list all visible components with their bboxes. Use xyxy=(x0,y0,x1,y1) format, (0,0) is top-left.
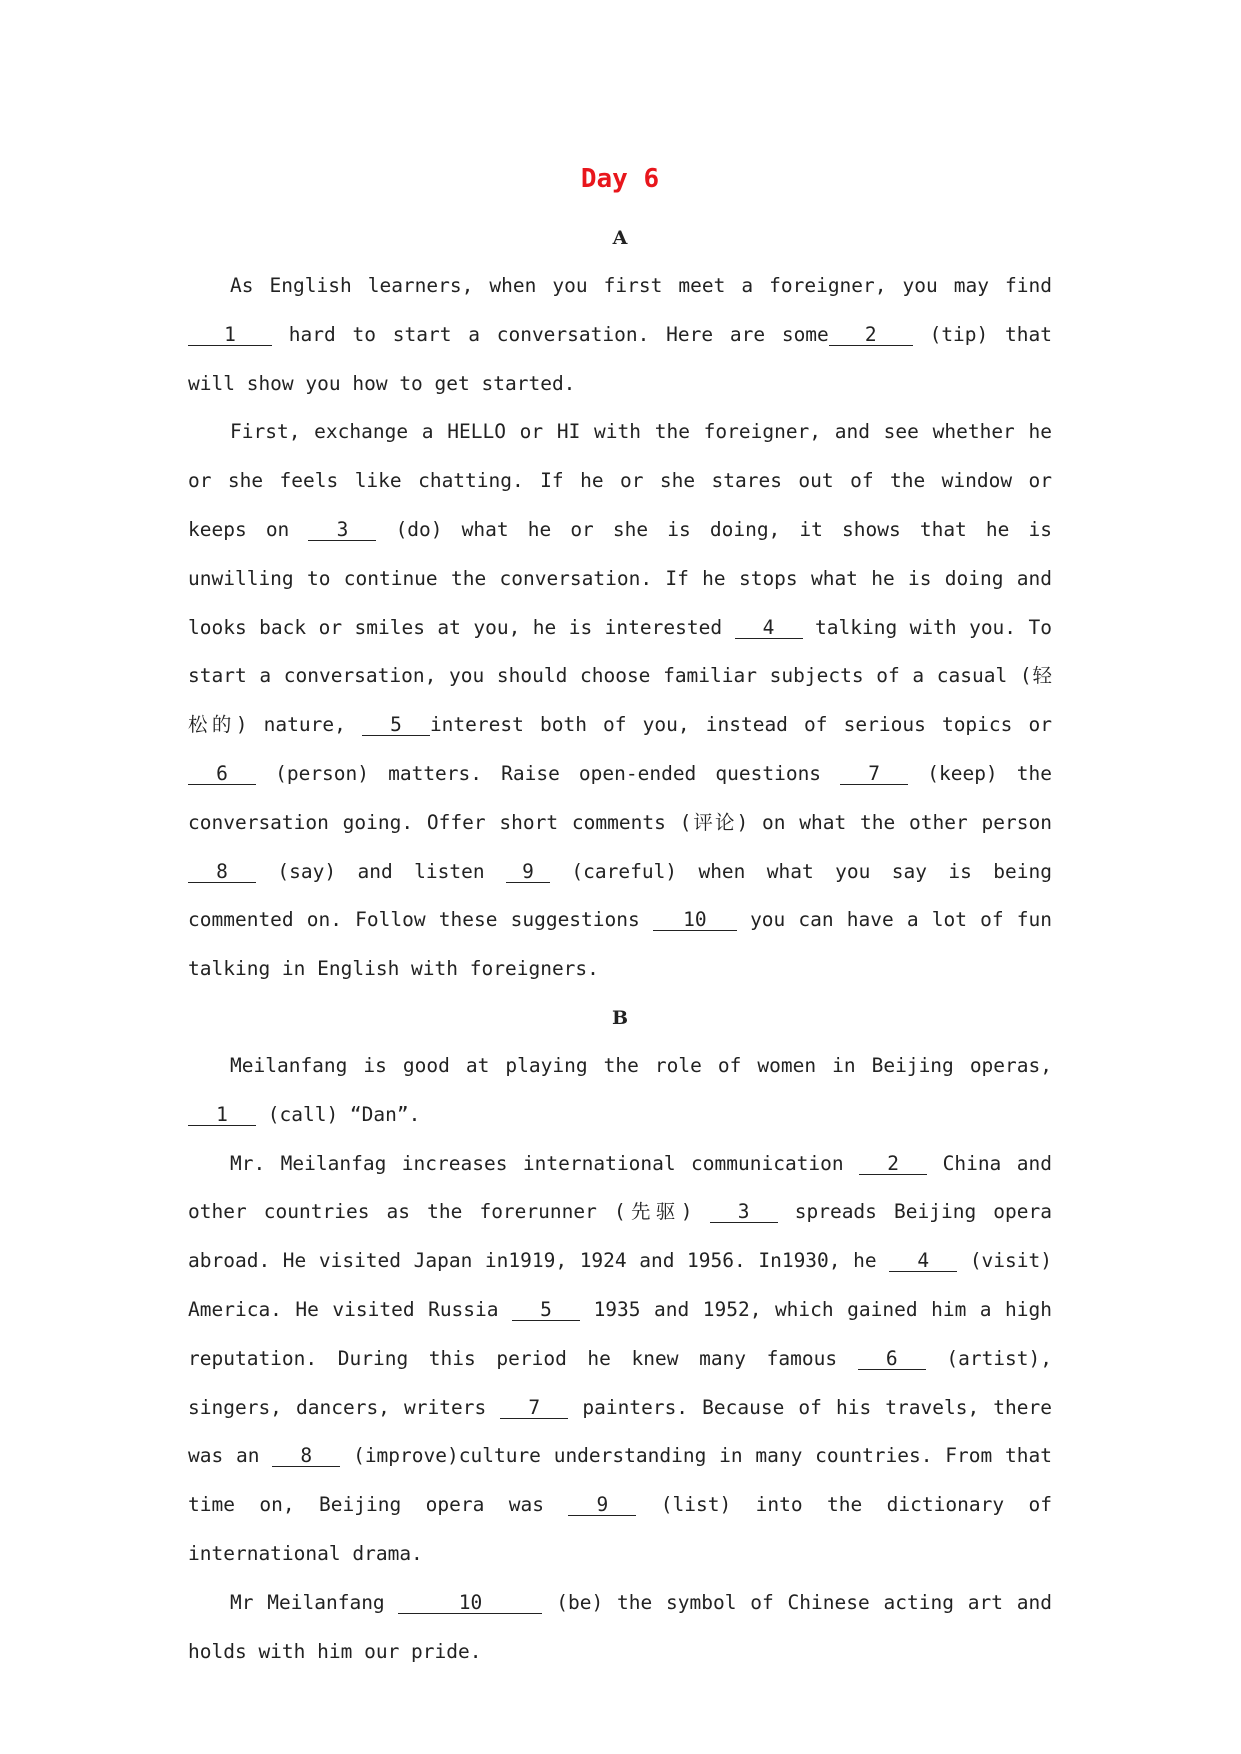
paragraph-b-3 xyxy=(188,1579,1052,1677)
paragraph-b-1 xyxy=(188,1042,1052,1140)
text: painters. Because of his travels, there was an xyxy=(188,1395,1052,1468)
text: (call) “Dan”. xyxy=(267,1102,421,1126)
text: (say) and listen xyxy=(277,859,485,883)
blank-b-5: 5 xyxy=(512,1300,580,1321)
text: (list) into the dictionary of international drama. xyxy=(188,1493,1052,1565)
text: (person) matters. Raise open-ended questions xyxy=(275,761,822,785)
blank-a-9: 9 xyxy=(506,862,550,883)
text: talking with you. To start a conversation, you should choose familiar subjects of a casual (轻松的) nature, xyxy=(188,615,1052,737)
text: (careful) when what you say is being commented on. Follow these suggestions xyxy=(188,859,1052,932)
blank-a-5: 5 xyxy=(362,715,430,736)
paragraph-a-2 xyxy=(188,408,1052,994)
blank-b-1: 1 xyxy=(188,1105,256,1126)
blank-b-8: 8 xyxy=(272,1446,340,1467)
text: (do) what he or she is doing, it shows that he is unwilling to continue the conversation. If he stops what he is doing and looks back or smiles at you, he is interested xyxy=(188,517,1052,639)
text: As English learners, when you first meet a foreigner, you may find xyxy=(230,274,1052,297)
text: Meilanfang is good at playing the role of women in Beijing operas, xyxy=(230,1053,1052,1077)
text: (be) the symbol of Chinese acting art and holds with him our pride. xyxy=(188,1590,1052,1663)
blank-b-4: 4 xyxy=(889,1251,957,1272)
text: China and other countries as the forerunner (先驱) xyxy=(188,1151,1052,1224)
blank-a-1: 1 xyxy=(188,325,272,346)
blank-a-2: 2 xyxy=(829,325,913,346)
page-title: Day 6 xyxy=(580,164,660,194)
text: (tip) that will show you how to get started. xyxy=(188,322,1053,395)
blank-b-6: 6 xyxy=(858,1349,926,1370)
text: (artist), singers, dancers, writers xyxy=(188,1346,1053,1419)
text: interest both of you, instead of serious topics or xyxy=(429,713,1052,737)
blank-a-7: 7 xyxy=(840,764,908,785)
blank-a-4: 4 xyxy=(735,618,803,639)
paragraph-b-2 xyxy=(188,1140,1052,1579)
text: (keep) the conversation going. Offer short comments (评论) on what the other person xyxy=(188,761,1052,834)
paragraph-a-1 xyxy=(188,262,1052,408)
blank-a-10: 10 xyxy=(653,910,737,931)
section-heading-b: B xyxy=(611,1006,629,1029)
blank-a-3: 3 xyxy=(308,520,376,541)
document-body xyxy=(188,214,1052,1676)
text: (visit) America. He visited Russia xyxy=(188,1249,1052,1321)
text: First, exchange a HELLO or HI with the foreigner, and see whether he or she feels like chatting. If he or she stares out of the window or keeps on xyxy=(188,420,1052,541)
blank-a-8: 8 xyxy=(188,862,256,883)
blank-b-10: 10 xyxy=(398,1593,542,1614)
section-heading-a: A xyxy=(612,227,628,249)
text: (improve)culture understanding in many countries. From that time on, Beijing opera was xyxy=(188,1444,1052,1517)
text: you can have a lot of fun talking in English with foreigners. xyxy=(188,908,1052,981)
text: spreads Beijing opera abroad. He visited Japan in1919, 1924 and 1956. In1930, he xyxy=(188,1200,1052,1273)
blank-b-9: 9 xyxy=(568,1495,636,1516)
blank-b-2: 2 xyxy=(859,1154,927,1175)
text: Mr. Meilanfag increases international communication xyxy=(230,1151,844,1175)
text: 1935 and 1952, which gained him a high reputation. During this period he knew many famous xyxy=(188,1297,1053,1370)
blank-a-6: 6 xyxy=(188,764,256,785)
text: Mr Meilanfang xyxy=(230,1590,385,1614)
blank-b-3: 3 xyxy=(710,1202,778,1223)
blank-b-7: 7 xyxy=(500,1398,568,1419)
text: hard to start a conversation. Here are some xyxy=(288,322,829,346)
